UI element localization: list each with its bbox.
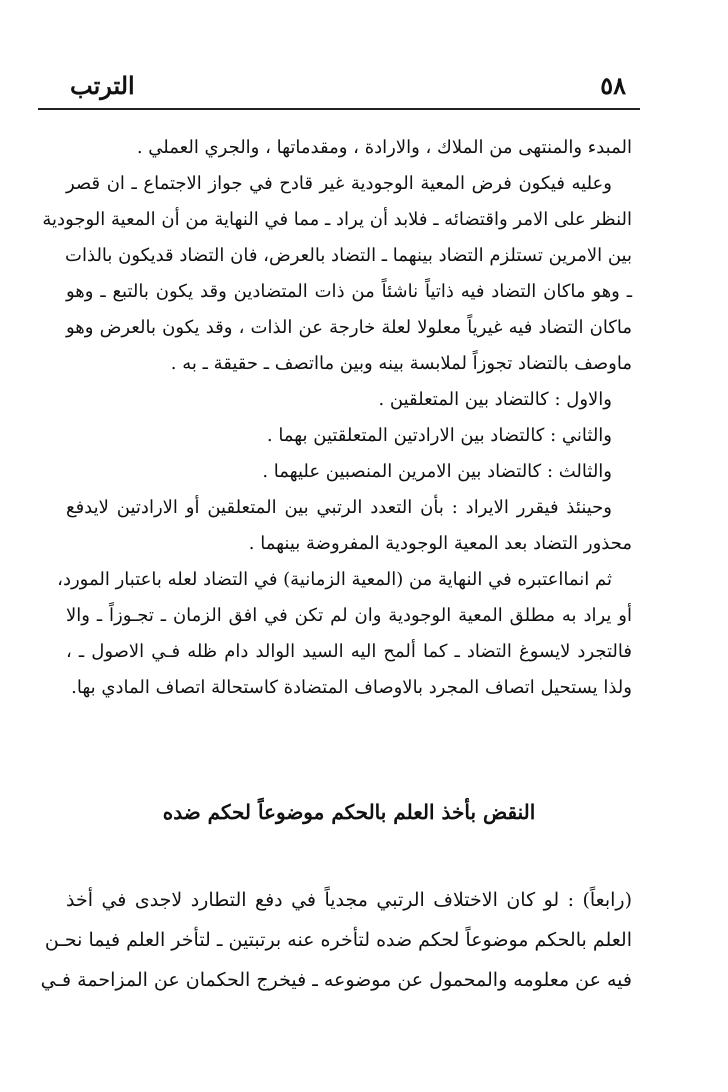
text-line: أو يراد به مطلق المعية الوجودية وان لم تكن في افق الزمان ـ تجـوزاً ـ والا (66, 605, 632, 626)
text-line: والثاني : كالتضاد بين الارادتين المتعلقتين بهما . (266, 425, 612, 446)
text-line: بين الامرين تستلزم التضاد بينهما ـ التضاد بالعرض، فان التضاد قديكون بالذات (65, 245, 632, 266)
page-number: ٥٨ (600, 70, 626, 100)
text-line: وحينئذ فيقرر الايراد : بأن التعدد الرتبي بين المتعلقين أو الارادتين لايدفع (66, 497, 612, 518)
text-line: وعليه فيكون فرض المعية الوجودية غير قادح في جواز الاجتماع ـ ان قصر (66, 173, 612, 194)
text-line: فيه عن معلومه والمحمول عن موضوعه ـ فيخرج الحكمان عن المزاحمة فـي (40, 969, 632, 991)
section-text (40, 880, 632, 1000)
header-rule (38, 108, 640, 110)
text-line: ثم انمااعتبره في النهاية من (المعية الزمانية) في التضاد لعله باعتبار المورد، (57, 569, 612, 590)
text-line: العلم بالحكم موضوعاً لحكم ضده لتأخره عنه برتبتين ـ لتأخر العلم فيما نحـن (44, 929, 632, 951)
page-header (70, 68, 626, 102)
section-heading: النقض بأخذ العلم بالحكم موضوعاً لحكم ضده (162, 800, 536, 824)
text-line: والاول : كالتضاد بين المتعلقين . (378, 389, 612, 410)
text-line: فالتجرد لايسوغ التضاد ـ كما ألمح اليه السيد الوالد دام ظله فـي الاصول ـ ، (66, 641, 632, 662)
text-line: والثالث : كالتضاد بين الامرين المنصبين عليهما . (262, 461, 612, 482)
text-line: المبدء والمنتهى من الملاك ، والارادة ، ومقدماتها ، والجري العملي . (136, 137, 632, 158)
text-line: ماوصف بالتضاد تجوزاً لملابسة بينه وبين مااتصف ـ حقيقة ـ به . (170, 353, 632, 374)
text-line: محذور التضاد بعد المعية الوجودية المفروضة بينهما . (248, 533, 632, 554)
running-title: الترتب (70, 70, 135, 100)
text-line: ماكان التضاد فيه غيرياً معلولا لعلة خارجة عن الذات ، وقد يكون بالعرض وهو (66, 317, 632, 338)
text-line: ولذا يستحيل اتصاف المجرد بالاوصاف المتضادة كاستحالة اتصاف المادي بها. (71, 677, 632, 698)
body-text (42, 130, 632, 706)
text-line: النظر على الامر واقتضائه ـ فلابد أن يراد ـ مما في النهاية من أن المعية الوجودية (42, 209, 632, 230)
text-line: (رابعاً) : لو كان الاختلاف الرتبي مجدياً في دفع التطارد لاجدى في أخذ (66, 889, 632, 911)
text-line: ـ وهو ماكان التضاد فيه ذاتياً ناشئاً من ذات المتضادين وقد يكون بالتبع ـ وهو (66, 281, 632, 302)
